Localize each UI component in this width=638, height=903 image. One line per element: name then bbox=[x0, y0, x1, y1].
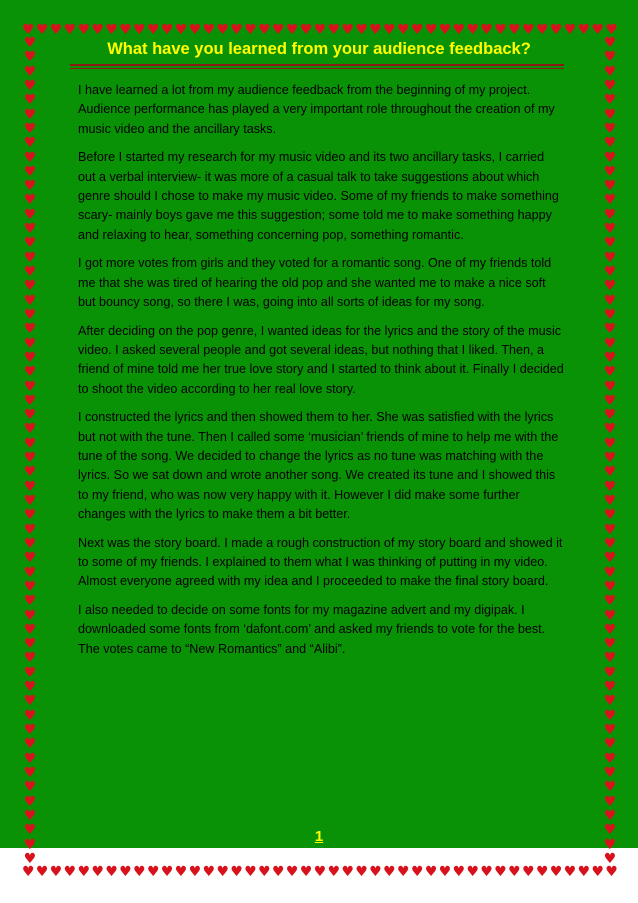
heart-icon: ♥ bbox=[119, 864, 132, 880]
heart-icon: ♥ bbox=[105, 864, 118, 880]
heart-icon: ♥ bbox=[603, 679, 617, 696]
heart-icon: ♥ bbox=[603, 621, 617, 638]
heart-icon: ♥ bbox=[452, 22, 466, 38]
heart-icon: ♥ bbox=[603, 693, 617, 710]
document-body bbox=[78, 81, 564, 669]
title-underline-thin bbox=[70, 68, 564, 69]
heart-border-top bbox=[22, 22, 618, 38]
heart-icon: ♥ bbox=[313, 864, 327, 880]
heart-icon: ♥ bbox=[23, 578, 37, 595]
heart-icon: ♥ bbox=[272, 22, 285, 38]
heart-icon: ♥ bbox=[603, 836, 617, 853]
heart-icon: ♥ bbox=[605, 864, 618, 880]
heart-icon: ♥ bbox=[603, 793, 617, 810]
heart-icon: ♥ bbox=[63, 864, 77, 880]
heart-icon: ♥ bbox=[410, 864, 424, 880]
heart-icon: ♥ bbox=[549, 22, 563, 38]
heart-icon: ♥ bbox=[577, 22, 591, 38]
heart-icon: ♥ bbox=[397, 22, 410, 38]
heart-icon: ♥ bbox=[603, 163, 617, 180]
heart-border-bottom bbox=[22, 864, 618, 880]
heart-icon: ♥ bbox=[355, 864, 368, 880]
heart-icon: ♥ bbox=[603, 407, 617, 424]
heart-icon: ♥ bbox=[535, 864, 549, 880]
heart-icon: ♥ bbox=[603, 235, 617, 252]
heart-icon: ♥ bbox=[23, 650, 37, 667]
heart-icon: ♥ bbox=[91, 22, 105, 38]
heart-icon: ♥ bbox=[23, 750, 37, 767]
page-number bbox=[0, 828, 638, 846]
heart-icon: ♥ bbox=[63, 22, 77, 38]
heart-icon: ♥ bbox=[355, 22, 368, 38]
heart-icon: ♥ bbox=[603, 120, 617, 137]
heart-icon: ♥ bbox=[23, 464, 37, 481]
heart-icon: ♥ bbox=[49, 22, 63, 38]
heart-icon: ♥ bbox=[603, 493, 617, 509]
heart-icon: ♥ bbox=[23, 349, 37, 366]
heart-icon: ♥ bbox=[591, 22, 605, 38]
heart-icon: ♥ bbox=[563, 22, 577, 38]
heart-icon: ♥ bbox=[522, 864, 535, 880]
heart-icon: ♥ bbox=[603, 764, 617, 781]
heart-icon: ♥ bbox=[23, 364, 37, 381]
heart-icon: ♥ bbox=[147, 864, 160, 880]
heart-icon: ♥ bbox=[174, 864, 188, 880]
heart-icon: ♥ bbox=[23, 779, 37, 796]
heart-icon: ♥ bbox=[285, 22, 299, 38]
heart-icon: ♥ bbox=[603, 822, 617, 839]
heart-icon: ♥ bbox=[188, 864, 202, 880]
heart-icon: ♥ bbox=[23, 264, 37, 280]
heart-icon: ♥ bbox=[23, 636, 37, 653]
heart-icon: ♥ bbox=[23, 507, 37, 524]
heart-icon: ♥ bbox=[480, 864, 493, 880]
heart-icon: ♥ bbox=[23, 593, 37, 610]
heart-icon: ♥ bbox=[603, 521, 617, 538]
heart-icon: ♥ bbox=[603, 807, 617, 824]
heart-icon: ♥ bbox=[603, 779, 617, 796]
heart-icon: ♥ bbox=[23, 221, 37, 238]
heart-icon: ♥ bbox=[174, 22, 188, 38]
heart-icon: ♥ bbox=[23, 106, 37, 123]
heart-icon: ♥ bbox=[272, 864, 285, 880]
page-title: What have you learned from your audience feedback? bbox=[107, 40, 531, 58]
heart-icon: ♥ bbox=[603, 664, 617, 681]
heart-icon: ♥ bbox=[603, 278, 617, 295]
heart-icon: ♥ bbox=[23, 679, 37, 696]
heart-icon: ♥ bbox=[35, 864, 49, 880]
heart-icon: ♥ bbox=[23, 435, 37, 452]
heart-icon: ♥ bbox=[341, 864, 355, 880]
heart-icon: ♥ bbox=[603, 206, 617, 223]
heart-icon: ♥ bbox=[216, 22, 230, 38]
heart-icon: ♥ bbox=[603, 607, 617, 624]
heart-icon: ♥ bbox=[23, 149, 37, 166]
heart-icon: ♥ bbox=[23, 49, 37, 66]
heart-icon: ♥ bbox=[603, 435, 617, 452]
heart-icon: ♥ bbox=[603, 264, 617, 280]
heart-icon: ♥ bbox=[202, 22, 216, 38]
heart-icon: ♥ bbox=[160, 22, 174, 38]
heart-icon: ♥ bbox=[23, 321, 37, 338]
heart-icon: ♥ bbox=[216, 864, 230, 880]
heart-icon: ♥ bbox=[522, 22, 535, 38]
heart-icon: ♥ bbox=[23, 378, 37, 395]
heart-icon: ♥ bbox=[603, 335, 617, 352]
heart-icon: ♥ bbox=[133, 22, 146, 38]
heart-icon: ♥ bbox=[603, 92, 617, 109]
heart-icon: ♥ bbox=[188, 22, 202, 38]
heart-icon: ♥ bbox=[23, 493, 37, 509]
heart-icon: ♥ bbox=[603, 478, 617, 495]
heart-icon: ♥ bbox=[603, 707, 617, 724]
heart-icon: ♥ bbox=[147, 22, 160, 38]
heart-icon: ♥ bbox=[327, 22, 341, 38]
paragraph: I got more votes from girls and they voted for a romantic song. One of my friends told me that she was tired of hearing the old pop and she wanted me to make a nice soft but bouncy song, so there I was, going into all sorts of ideas for my song. bbox=[78, 256, 552, 309]
heart-icon: ♥ bbox=[258, 22, 271, 38]
heart-icon: ♥ bbox=[603, 106, 617, 123]
heart-icon: ♥ bbox=[603, 249, 617, 266]
heart-icon: ♥ bbox=[313, 22, 327, 38]
heart-icon: ♥ bbox=[466, 22, 480, 38]
heart-icon: ♥ bbox=[23, 550, 37, 567]
heart-icon: ♥ bbox=[244, 864, 257, 880]
heart-icon: ♥ bbox=[23, 850, 37, 867]
heart-icon: ♥ bbox=[23, 664, 37, 681]
heart-icon: ♥ bbox=[23, 163, 37, 180]
heart-icon: ♥ bbox=[105, 22, 118, 38]
heart-icon: ♥ bbox=[591, 864, 605, 880]
heart-icon: ♥ bbox=[603, 49, 617, 66]
heart-icon: ♥ bbox=[603, 593, 617, 610]
heart-icon: ♥ bbox=[23, 249, 37, 266]
heart-icon: ♥ bbox=[23, 693, 37, 710]
heart-icon: ♥ bbox=[603, 364, 617, 381]
heart-icon: ♥ bbox=[133, 864, 146, 880]
heart-icon: ♥ bbox=[603, 178, 617, 195]
heart-icon: ♥ bbox=[23, 450, 37, 467]
heart-icon: ♥ bbox=[22, 22, 35, 38]
heart-icon: ♥ bbox=[160, 864, 174, 880]
heart-icon: ♥ bbox=[603, 149, 617, 166]
heart-icon: ♥ bbox=[603, 507, 617, 524]
heart-icon: ♥ bbox=[23, 206, 37, 223]
heart-icon: ♥ bbox=[23, 736, 37, 753]
heart-icon: ♥ bbox=[603, 192, 617, 209]
heart-icon: ♥ bbox=[244, 22, 257, 38]
heart-icon: ♥ bbox=[119, 22, 132, 38]
heart-icon: ♥ bbox=[603, 135, 617, 152]
heart-icon: ♥ bbox=[299, 864, 313, 880]
heart-icon: ♥ bbox=[438, 864, 452, 880]
heart-icon: ♥ bbox=[508, 864, 521, 880]
heart-border-left bbox=[22, 36, 38, 866]
paragraph: I constructed the lyrics and then showed them to her. She was satisfied with the lyrics but not with the tune. Then I called some ‘musician’ friends of mine to help me with the tune of the song. We decided to change the lyrics as no tune was matching with the lyrics. So we sat down and wrote another song. We created its tune and I showed this to my friend, who was now very happy with it. However I did make some further changes with the lyrics to make them a bit better. bbox=[78, 410, 559, 521]
heart-icon: ♥ bbox=[603, 750, 617, 767]
heart-icon: ♥ bbox=[23, 822, 37, 839]
heart-icon: ♥ bbox=[299, 22, 313, 38]
heart-icon: ♥ bbox=[603, 722, 617, 738]
heart-icon: ♥ bbox=[23, 807, 37, 824]
paragraph: I also needed to decide on some fonts for my magazine advert and my digipak. I downloaded some fonts from ‘dafont.com’ and asked my friends to vote for the best. The votes came to “New Romantics” and “Alibi”. bbox=[78, 603, 546, 656]
heart-icon: ♥ bbox=[603, 35, 617, 51]
heart-icon: ♥ bbox=[438, 22, 452, 38]
heart-icon: ♥ bbox=[603, 306, 617, 323]
paragraph: I have learned a lot from my audience feedback from the beginning of my project. Audience performance has played a very important role throughout the creation of my music video and the ancillary tasks. bbox=[78, 83, 555, 136]
heart-icon: ♥ bbox=[603, 392, 617, 409]
heart-icon: ♥ bbox=[397, 864, 410, 880]
heart-icon: ♥ bbox=[494, 22, 507, 38]
heart-icon: ♥ bbox=[35, 22, 49, 38]
heart-icon: ♥ bbox=[603, 736, 617, 753]
paragraph: Before I started my research for my music video and its two ancillary tasks, I carried out a verbal interview- it was more of a casual talk to take suggestions about which genre should I chose to make my music video. Some of my friends to make something scary- mainly boys gave me this suggestion; some told me to make something happy and relaxing to hear, something concerning pop, something romantic. bbox=[78, 150, 559, 242]
heart-icon: ♥ bbox=[563, 864, 577, 880]
heart-icon: ♥ bbox=[424, 22, 438, 38]
heart-icon: ♥ bbox=[369, 864, 382, 880]
heart-icon: ♥ bbox=[603, 535, 617, 552]
heart-icon: ♥ bbox=[77, 864, 91, 880]
heart-icon: ♥ bbox=[452, 864, 466, 880]
heart-icon: ♥ bbox=[603, 77, 617, 94]
heart-icon: ♥ bbox=[23, 178, 37, 195]
heart-icon: ♥ bbox=[466, 864, 480, 880]
heart-icon: ♥ bbox=[383, 864, 396, 880]
heart-icon: ♥ bbox=[49, 864, 63, 880]
heart-icon: ♥ bbox=[23, 292, 37, 309]
heart-icon: ♥ bbox=[410, 22, 424, 38]
heart-icon: ♥ bbox=[23, 306, 37, 323]
heart-icon: ♥ bbox=[603, 450, 617, 467]
heart-icon: ♥ bbox=[327, 864, 341, 880]
heart-icon: ♥ bbox=[603, 349, 617, 366]
heart-icon: ♥ bbox=[23, 77, 37, 94]
heart-icon: ♥ bbox=[23, 335, 37, 352]
heart-icon: ♥ bbox=[23, 120, 37, 137]
heart-icon: ♥ bbox=[23, 392, 37, 409]
heart-icon: ♥ bbox=[480, 22, 493, 38]
heart-icon: ♥ bbox=[603, 221, 617, 238]
heart-icon: ♥ bbox=[23, 92, 37, 109]
heart-icon: ♥ bbox=[603, 321, 617, 338]
heart-icon: ♥ bbox=[23, 35, 37, 51]
heart-border-right bbox=[602, 36, 618, 866]
heart-icon: ♥ bbox=[77, 22, 91, 38]
heart-icon: ♥ bbox=[202, 864, 216, 880]
heart-icon: ♥ bbox=[603, 421, 617, 438]
heart-icon: ♥ bbox=[603, 564, 617, 581]
heart-icon: ♥ bbox=[23, 135, 37, 152]
title-underline bbox=[70, 64, 564, 66]
heart-icon: ♥ bbox=[577, 864, 591, 880]
heart-icon: ♥ bbox=[258, 864, 271, 880]
heart-icon: ♥ bbox=[535, 22, 549, 38]
heart-icon: ♥ bbox=[285, 864, 299, 880]
paragraph: After deciding on the pop genre, I wanted ideas for the lyrics and the story of the music video. I asked several people and got several ideas, but nothing that I liked. Then, a friend of mine told me her true love story and I started to think about it. Finally I decided to shoot the video according to her real love story. bbox=[78, 323, 564, 396]
heart-icon: ♥ bbox=[603, 550, 617, 567]
heart-icon: ♥ bbox=[603, 464, 617, 481]
heart-icon: ♥ bbox=[23, 535, 37, 552]
heart-icon: ♥ bbox=[603, 292, 617, 309]
page-number-text: 1 bbox=[314, 828, 324, 845]
heart-icon: ♥ bbox=[603, 636, 617, 653]
heart-icon: ♥ bbox=[23, 235, 37, 252]
heart-icon: ♥ bbox=[23, 722, 37, 738]
heart-icon: ♥ bbox=[23, 407, 37, 424]
heart-icon: ♥ bbox=[605, 22, 618, 38]
heart-icon: ♥ bbox=[22, 864, 35, 880]
heart-icon: ♥ bbox=[369, 22, 382, 38]
heart-icon: ♥ bbox=[23, 764, 37, 781]
heart-icon: ♥ bbox=[23, 192, 37, 209]
heart-icon: ♥ bbox=[383, 22, 396, 38]
heart-icon: ♥ bbox=[341, 22, 355, 38]
heart-icon: ♥ bbox=[23, 421, 37, 438]
heart-icon: ♥ bbox=[603, 578, 617, 595]
heart-icon: ♥ bbox=[603, 850, 617, 867]
heart-icon: ♥ bbox=[508, 22, 521, 38]
heart-icon: ♥ bbox=[23, 621, 37, 638]
heart-icon: ♥ bbox=[23, 836, 37, 853]
heart-icon: ♥ bbox=[91, 864, 105, 880]
heart-icon: ♥ bbox=[549, 864, 563, 880]
heart-icon: ♥ bbox=[603, 650, 617, 667]
heart-icon: ♥ bbox=[23, 564, 37, 581]
heart-icon: ♥ bbox=[230, 864, 243, 880]
heart-icon: ♥ bbox=[230, 22, 243, 38]
heart-icon: ♥ bbox=[494, 864, 507, 880]
heart-icon: ♥ bbox=[23, 63, 37, 80]
paragraph: Next was the story board. I made a rough construction of my story board and showed it to some of my friends. I explained to them what I was thinking of putting in my video. Almost everyone agreed with my idea and I proceeded to make the final story board. bbox=[78, 535, 563, 589]
heart-icon: ♥ bbox=[23, 607, 37, 624]
heart-icon: ♥ bbox=[23, 707, 37, 724]
heart-icon: ♥ bbox=[23, 793, 37, 810]
heart-icon: ♥ bbox=[23, 521, 37, 538]
heart-icon: ♥ bbox=[603, 378, 617, 395]
heart-icon: ♥ bbox=[603, 63, 617, 80]
heart-icon: ♥ bbox=[424, 864, 438, 880]
heart-icon: ♥ bbox=[23, 278, 37, 295]
heart-icon: ♥ bbox=[23, 478, 37, 495]
